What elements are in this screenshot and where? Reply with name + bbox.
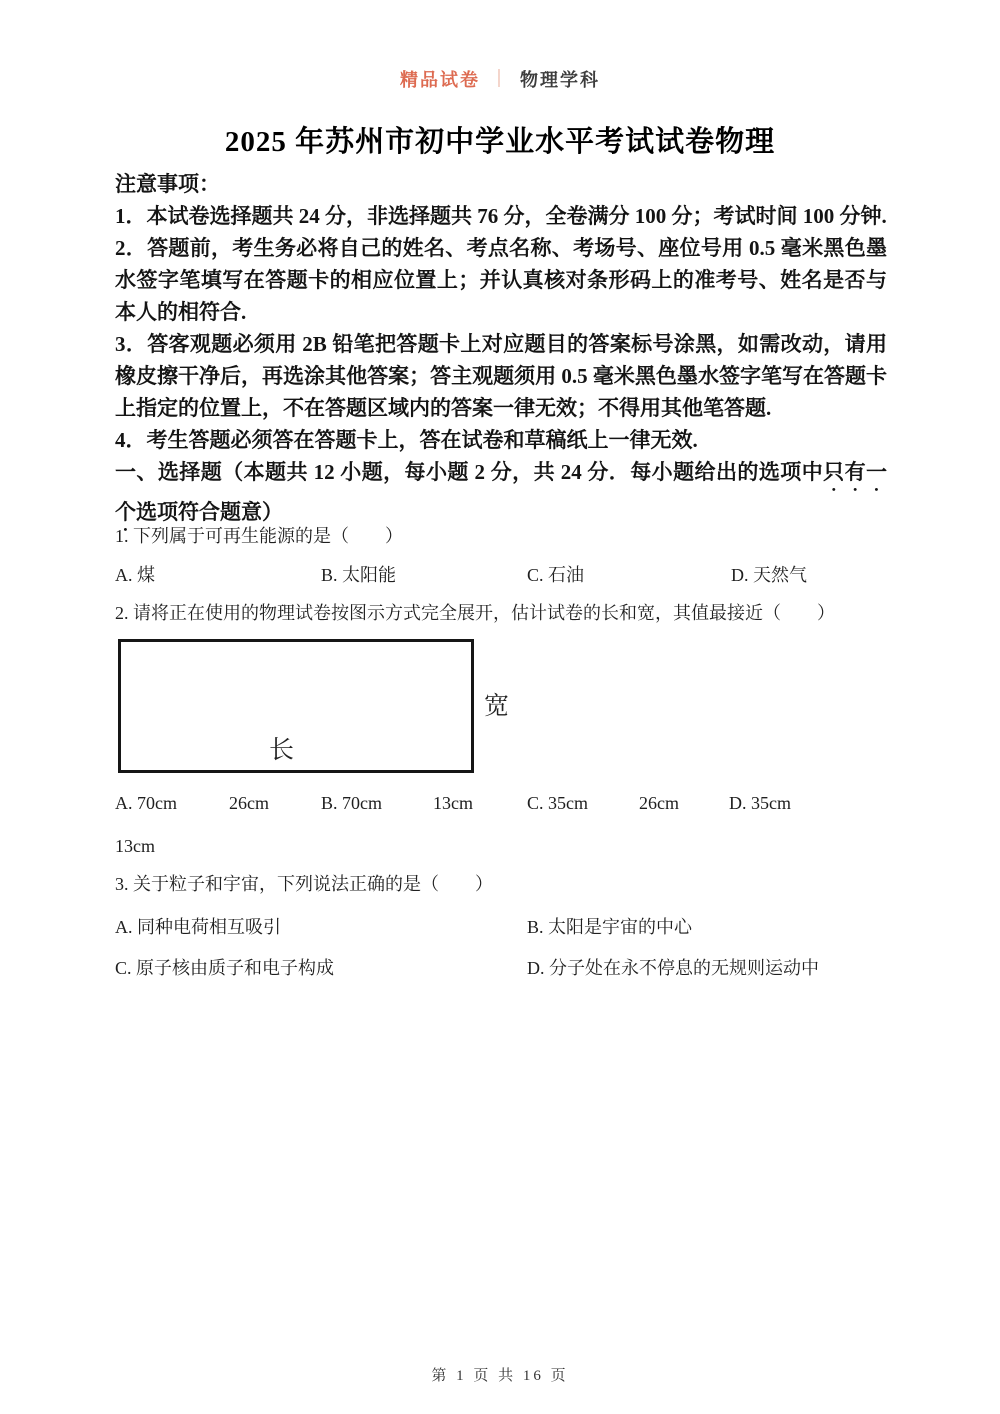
q2-option-c-width: 26cm [639,793,679,813]
section-heading-post: 选项符合题意） [136,500,283,524]
question-3-text: 3. 关于粒子和宇宙，下列说法正确的是（ ） [115,874,493,894]
subject-label: 物理学科 [520,70,600,90]
question-1-text: 1. 下列属于可再生能源的是（ ） [115,526,403,546]
question-1-options [115,561,895,591]
question-3-options-row-1 [115,913,895,943]
paper-unfold-figure [118,639,510,773]
q3-option-d: D. 分子处在永不停息的无规则运动中 [527,958,819,978]
figure-width-label: 宽 [484,693,510,720]
notice-item-2: 2．答题前，考生务必将自己的姓名、考点名称、考场号、座位号用 0.5 毫米黑色墨水签字笔填写在答题卡的相应位置上；并认真核对条形码上的准考号、姓名是否与本人的相符合. [115,236,887,324]
q3-option-a: A. 同种电荷相互吸引 [115,917,281,937]
page-title: 2025 年苏州市初中学业水平考试试卷物理 [224,126,776,158]
q2-option-d-width-wrapped: 13cm [115,836,155,856]
q2-option-c-length: C. 35cm [527,793,588,813]
notice-item-1: 1．本试卷选择题共 24 分，非选择题共 76 分，全卷满分 100 分；考试时间 100 分钟. [115,204,887,228]
notice-heading: 注意事项： [115,172,220,196]
q1-option-c: C. 石油 [527,565,585,585]
q2-option-b-width: 13cm [433,793,473,813]
section-heading-emphasis: 只有一个 [115,460,888,524]
q3-option-b: B. 太阳是宇宙的中心 [527,917,693,937]
q1-option-a: A. 煤 [115,565,155,585]
doc-header [0,66,1000,92]
q3-option-c: C. 原子核由质子和电子构成 [115,958,335,978]
question-2-options [115,793,895,823]
q2-option-a-width: 26cm [229,793,269,813]
notice-item-4: 4．考生答题必须答在答题卡上，答在试卷和草稿纸上一律无效. [115,428,698,452]
q2-option-d-length: D. 35cm [729,793,791,813]
brand-label: 精品试卷 [400,70,480,90]
page-footer: 第 1 页 共 16 页 [431,1368,569,1384]
figure-length-label: 长 [269,737,295,764]
q2-option-a-length: A. 70cm [115,793,177,813]
section-heading-pre: 一、选择题（本题共 12 小题，每小题 2 分，共 24 分．每小题给出的选项中 [115,460,824,484]
notice-item-3: 3．答客观题必须用 2B 铅笔把答题卡上对应题目的答案标号涂黑，如需改动，请用橡皮擦干净后，再选涂其他答案；答主观题须用 0.5 毫米黑色墨水签字笔写在答题卡上指定的位置上，不在答题区域内的答案一律无效；不得用其他笔答题. [115,332,887,420]
q1-option-d: D. 天然气 [731,565,807,585]
header-separator: ｜ [490,69,510,89]
question-3-options-row-2 [115,954,895,984]
question-2-text: 2. 请将正在使用的物理试卷按图示方式完全展开，估计试卷的长和宽，其值最接近（ ） [115,603,835,623]
q1-option-b: B. 太阳能 [321,565,397,585]
q2-option-b-length: B. 70cm [321,793,382,813]
notice-block [115,168,887,536]
